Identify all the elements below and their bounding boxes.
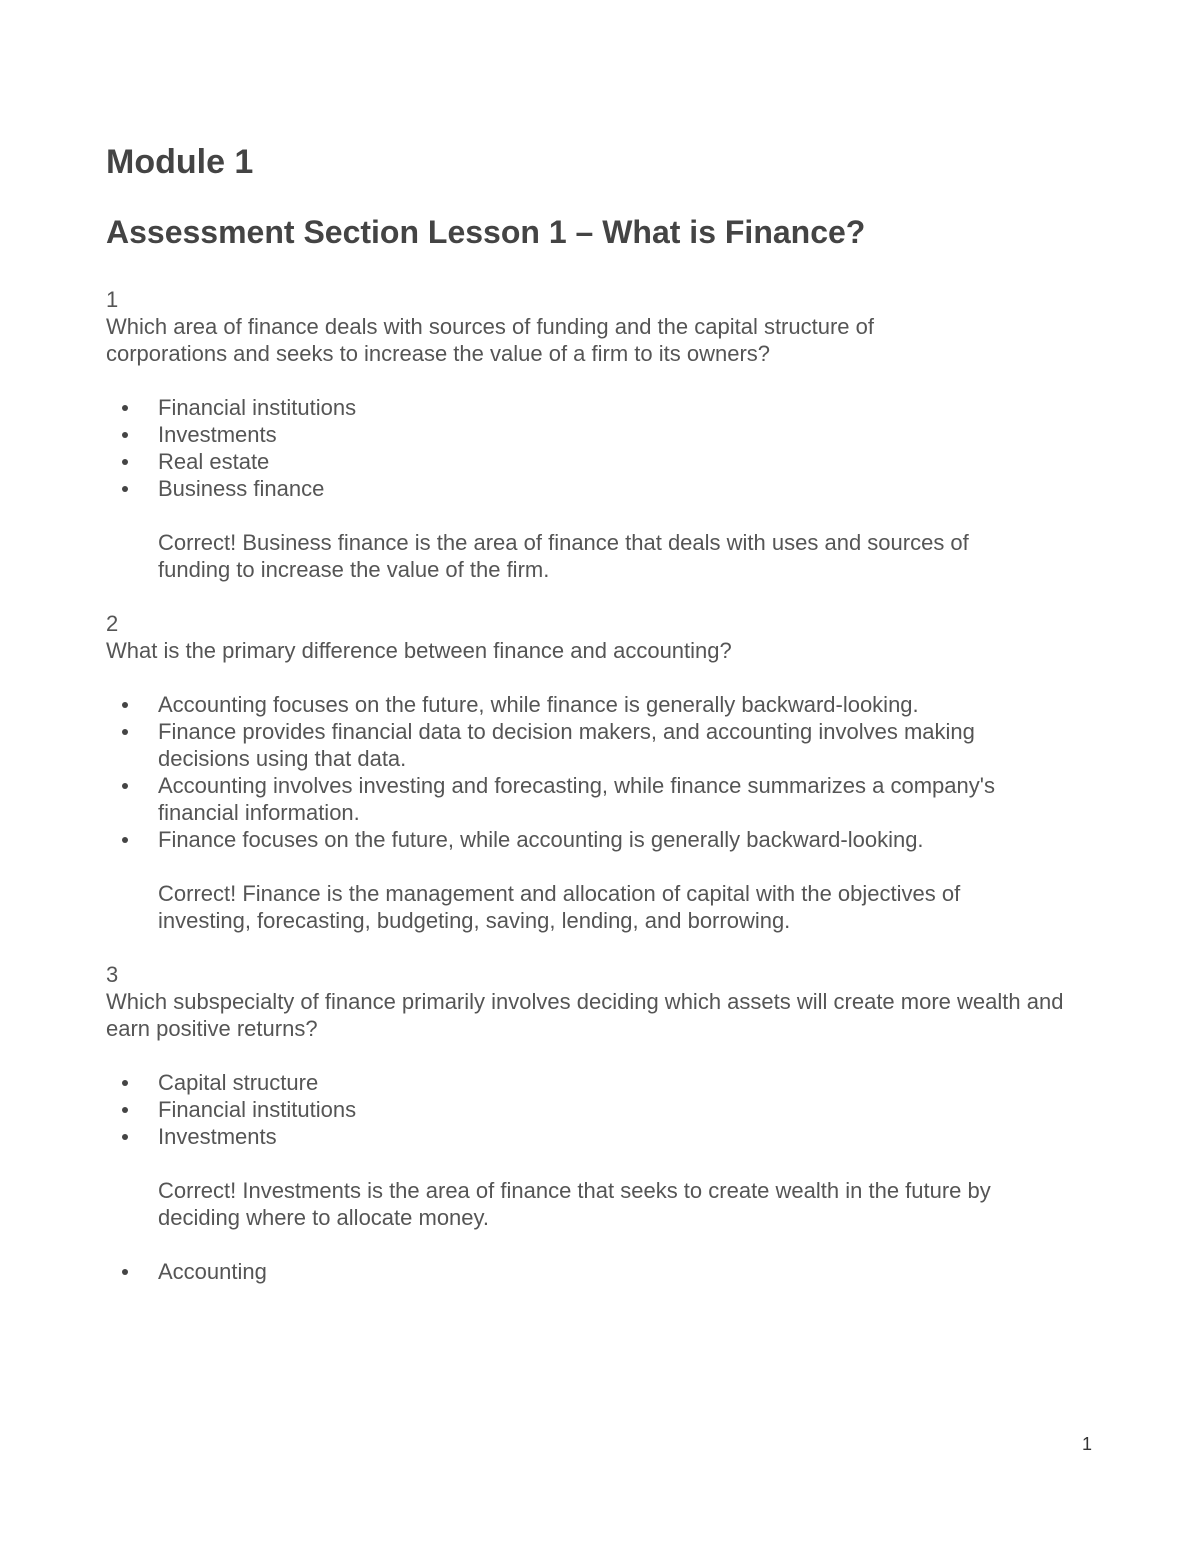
feedback-text: Correct! Business finance is the area of finance that deals with uses and sources of funding to increase the value of the firm. [158,530,969,582]
option-item[interactable] [106,1096,1096,1123]
option-label: Business finance [158,476,325,501]
page-number: 1 [1082,1434,1093,1454]
bullet-icon [122,459,128,465]
option-label: Investments [158,1124,277,1149]
option-label: Accounting focuses on the future, while finance is generally backward-looking. [158,692,919,717]
bullet-icon [122,486,128,492]
option-item[interactable] [106,718,1048,772]
section-title: Assessment Section Lesson 1 – What is Finance? [106,214,866,250]
option-label: Financial institutions [158,1097,357,1122]
bullet-icon [122,1134,128,1140]
option-label: Accounting involves investing and forecasting, while finance summarizes a company's financial information. [158,773,995,825]
document-page [106,140,1096,1285]
bullet-icon [122,405,128,411]
option-item[interactable] [106,826,1096,853]
bullet-icon [122,432,128,438]
option-item[interactable] [106,772,1063,826]
option-label: Finance provides financial data to decision makers, and accounting involves making decisions using that data. [158,719,975,771]
question-text: Which area of finance deals with sources of funding and the capital structure of corporations and seeks to increase the value of a firm to its owners? [106,314,874,366]
module-title: Module 1 [106,143,254,181]
bullet-icon [122,783,128,789]
feedback-text: Correct! Finance is the management and allocation of capital with the objectives of investing, forecasting, budgeting, saving, lending, and borrowing. [158,881,961,933]
question-2 [106,610,1096,934]
feedback-text: Correct! Investments is the area of finance that seeks to create wealth in the future by deciding where to allocate money. [158,1178,991,1230]
question-1 [106,286,1096,583]
option-label: Real estate [158,449,270,474]
option-item[interactable] [106,1258,1096,1285]
bullet-icon [122,1080,128,1086]
question-number: 3 [106,962,119,987]
question-text: Which subspecialty of finance primarily involves deciding which assets will create more wealth and earn positive returns? [106,989,1064,1041]
option-item[interactable] [106,448,1096,475]
option-label: Investments [158,422,277,447]
option-item[interactable] [106,691,1096,718]
options-list [106,394,1096,502]
option-label: Financial institutions [158,395,357,420]
option-item[interactable] [106,421,1096,448]
option-item[interactable] [106,394,1096,421]
options-list [106,1069,1096,1150]
options-list [106,1258,1096,1285]
bullet-icon [122,837,128,843]
option-item[interactable] [106,1069,1096,1096]
options-list [106,691,1096,853]
question-number: 1 [106,287,119,312]
option-item[interactable] [106,475,1096,502]
question-3 [106,961,1096,1285]
option-label: Capital structure [158,1070,319,1095]
bullet-icon [122,1107,128,1113]
option-item[interactable] [106,1123,1096,1150]
bullet-icon [122,702,128,708]
question-number: 2 [106,611,119,636]
option-label: Finance focuses on the future, while accounting is generally backward-looking. [158,827,924,852]
option-label: Accounting [158,1259,267,1284]
bullet-icon [122,1269,128,1275]
bullet-icon [122,729,128,735]
question-text: What is the primary difference between finance and accounting? [106,638,732,663]
